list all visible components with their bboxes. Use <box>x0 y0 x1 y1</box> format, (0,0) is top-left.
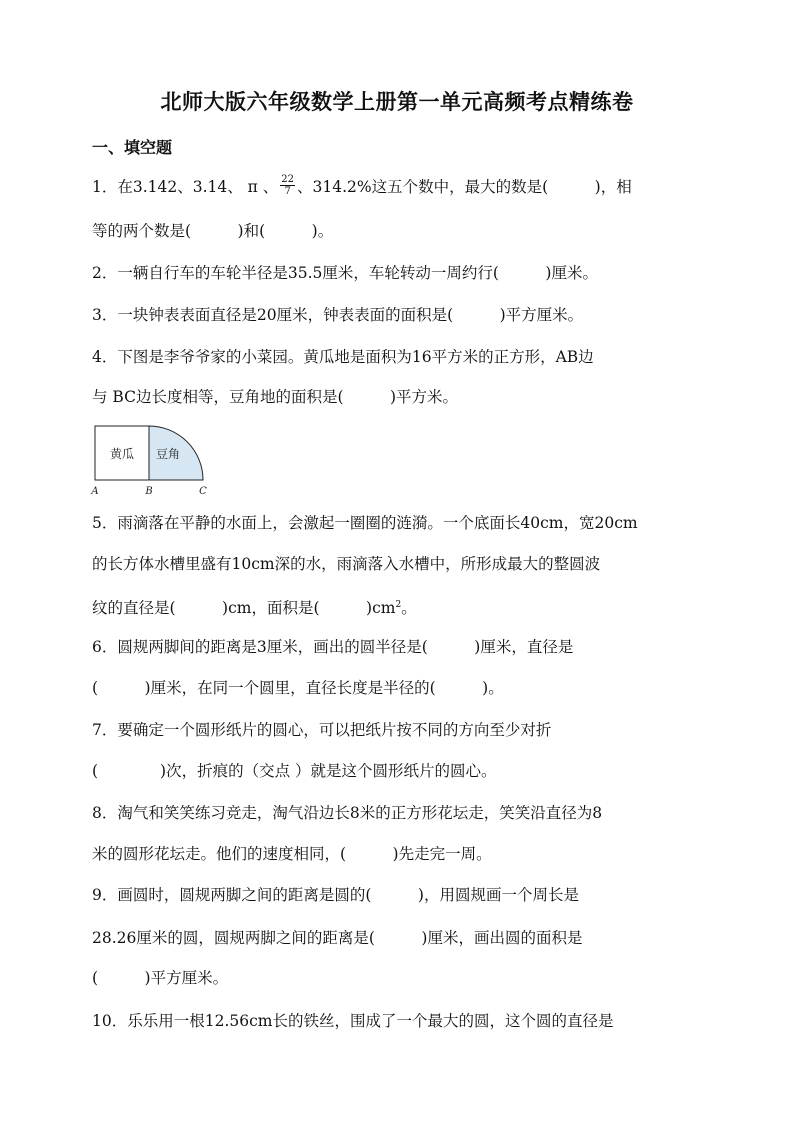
question-9-line-3: ( )平方厘米。 <box>92 969 229 987</box>
question-1-line-2: 等的两个数是( )和( )。 <box>92 222 334 240</box>
point-a-label: A <box>91 486 99 497</box>
question-5-text-c: 纹的直径是( )cm，面积是( )cm <box>92 599 396 618</box>
question-9-line-2: 28.26厘米的圆，圆规两脚之间的距离是( )厘米，画出圆的面积是 <box>92 929 583 947</box>
question-8-line-2: 米的圆形花坛走。他们的速度相同，( )先走完一周。 <box>92 845 492 863</box>
question-4-line-2: 与 BC边长度相等，豆角地的面积是( )平方米。 <box>92 388 459 406</box>
garden-figure <box>88 420 218 500</box>
question-7-line-2: ( )次，折痕的（交点 ）就是这个圆形纸片的圆心。 <box>92 762 497 780</box>
question-4-line-1: 4．下图是李爷爷家的小菜园。黄瓜地是面积为16平方米的正方形，AB边 <box>92 348 594 366</box>
question-5-line-2: 的长方体水槽里盛有10cm深的水，雨滴落入水槽中，所形成最大的整圆波 <box>92 555 601 573</box>
superscript-2: 2 <box>395 600 402 610</box>
fraction-denominator: 7 <box>284 185 291 197</box>
fraction-22-7 <box>280 174 295 197</box>
point-c-label: C <box>199 486 207 497</box>
question-6-line-1: 6．圆规两脚间的距离是3厘米，画出的圆半径是( )厘米，直径是 <box>92 638 574 656</box>
question-3: 3．一块钟表表面直径是20厘米，钟表表面的面积是( )平方厘米。 <box>92 306 584 324</box>
question-8-line-1: 8．淘气和笑笑练习竞走，淘气沿边长8米的正方形花坛走，笑笑沿直径为8 <box>92 804 603 822</box>
question-5-line-3 <box>92 594 712 619</box>
question-2: 2．一辆自行车的车轮半径是35.5厘米，车轮转动一周约行( )厘米。 <box>92 264 598 282</box>
section-heading: 一、填空题 <box>92 138 173 157</box>
bean-label: 豆角 <box>155 447 181 461</box>
question-9-line-1: 9．画圆时，圆规两脚之间的距离是圆的( )，用圆规画一个周长是 <box>92 886 579 904</box>
question-7-line-1: 7．要确定一个圆形纸片的圆心，可以把纸片按不同的方向至少对折 <box>92 721 552 739</box>
point-b-label: B <box>145 486 153 497</box>
question-5-text-end: 。 <box>401 599 417 618</box>
question-1-text-a: 1．在3.142、3.14、 π 、 <box>92 178 279 196</box>
question-1-text-b: 、314.2%这五个数中，最大的数是( )，相 <box>297 178 632 196</box>
question-6-line-2: ( )厘米，在同一个圆里，直径长度是半径的( )。 <box>92 679 504 697</box>
question-1-line-1 <box>92 173 712 200</box>
page-title: 北师大版六年级数学上册第一单元高频考点精练卷 <box>160 90 634 114</box>
fraction-numerator: 22 <box>281 173 295 185</box>
cucumber-label: 黄瓜 <box>109 447 135 461</box>
question-10: 10．乐乐用一根12.56cm长的铁丝，围成了一个最大的圆，这个圆的直径是 <box>92 1012 614 1030</box>
question-5-line-1: 5．雨滴落在平静的水面上，会激起一圈圈的涟漪。一个底面长40cm，宽20cm <box>92 514 638 532</box>
